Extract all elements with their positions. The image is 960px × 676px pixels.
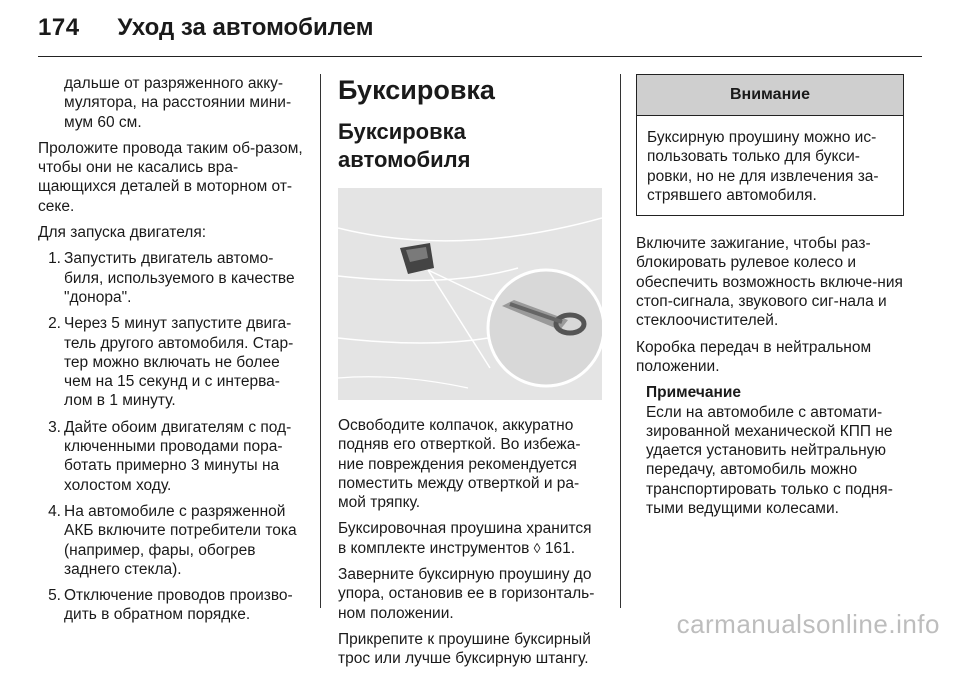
step-number: 2. [48, 315, 61, 333]
cap-removal-paragraph: Освободите колпачок, аккуратно подняв его отверткой. Во избежа-ние повреждения рекомендуется поместить между отверткой и ра-мой тряпку. [338, 417, 581, 512]
column-right [636, 74, 904, 518]
warning-text: Буксирную проушину можно ис-пользовать только для букси-ровки, но не для извлечения за-стрявшего автомобиля. [647, 129, 879, 204]
section-subheading: Буксировка автомобиля [338, 119, 471, 172]
wiring-paragraph: Проложите провода таким об-разом, чтобы они не касались вра-щающихся деталей в моторном от-секе. [38, 139, 303, 215]
page-number: 174 [38, 14, 80, 41]
towing-eye-illustration [338, 188, 602, 400]
step-number: 3. [48, 418, 61, 436]
list-item [38, 586, 306, 625]
page-header [38, 14, 373, 54]
neutral-paragraph: Коробка передач в нейтральном положении. [636, 338, 872, 375]
watermark: carmanualsonline.info [676, 609, 940, 639]
note-title: Примечание [646, 384, 741, 402]
note-block [636, 383, 904, 518]
attach-paragraph: Прикрепите к проушине буксирный трос или лучше буксирную штангу. [338, 630, 591, 668]
towing-eye-diagram [338, 188, 602, 400]
screw-in-paragraph: Заверните буксирную проушину до упора, остановив ее в горизонталь-ном положении. [338, 566, 595, 622]
step-number: 5. [48, 587, 61, 605]
list-intro: Для запуска двигателя: [38, 224, 207, 242]
column-left [38, 74, 306, 632]
chapter-title: Уход за автомобилем [117, 14, 374, 41]
step-text: Отключение проводов произво-дить в обратном порядке. [64, 587, 293, 624]
start-steps-list [38, 249, 306, 624]
column-divider-right [620, 74, 621, 608]
column-divider-left [320, 74, 321, 608]
list-item [38, 249, 306, 307]
step-number: 1. [48, 250, 61, 268]
step-text: Запустить двигатель автомо-биля, используемого в качестве "донора". [64, 250, 295, 306]
storage-paragraph [338, 519, 602, 558]
ignition-paragraph: Включите зажигание, чтобы раз-блокировать рулевое колесо и обеспечить возможность включе-ния стоп-сигнала, звукового сиг-нала и стеклоочистителей. [636, 235, 903, 330]
page-reference: 161. [544, 539, 576, 557]
step-text: Через 5 минут запустите двига-тель другого автомобиля. Стар-тер можно включать не более чем на 15 секунд и с интерва-лом в 1 минуту. [64, 315, 294, 410]
page-reference-icon: ◊ [533, 539, 541, 556]
column-middle [338, 74, 602, 676]
list-item [38, 418, 306, 495]
note-text: Если на автомобиле с автомати-зированной механической КПП не удается установить нейтральную передачу, автомобиль можно транспортировать только с подня-тыми ведущими колесами. [646, 403, 893, 518]
continuation-text: дальше от разряженного акку-мулятора, на расстоянии мини-мум 60 см. [64, 75, 292, 131]
section-heading: Буксировка [338, 75, 495, 105]
step-text: На автомобиле с разряженной АКБ включите потребители тока (например, фары, обогрев заднего стекла). [64, 502, 297, 578]
list-item [38, 314, 306, 410]
warning-box [636, 74, 904, 216]
step-number: 4. [48, 502, 61, 520]
list-item [38, 502, 306, 579]
storage-text: Буксировочная проушина хранится в комплекте инструментов [338, 520, 592, 557]
warning-title: Внимание [637, 75, 903, 116]
step-text: Дайте обоим двигателям с под-ключенными проводами пора-ботать примерно 3 минуты на холостом ходу. [64, 418, 292, 494]
header-divider [38, 56, 922, 57]
